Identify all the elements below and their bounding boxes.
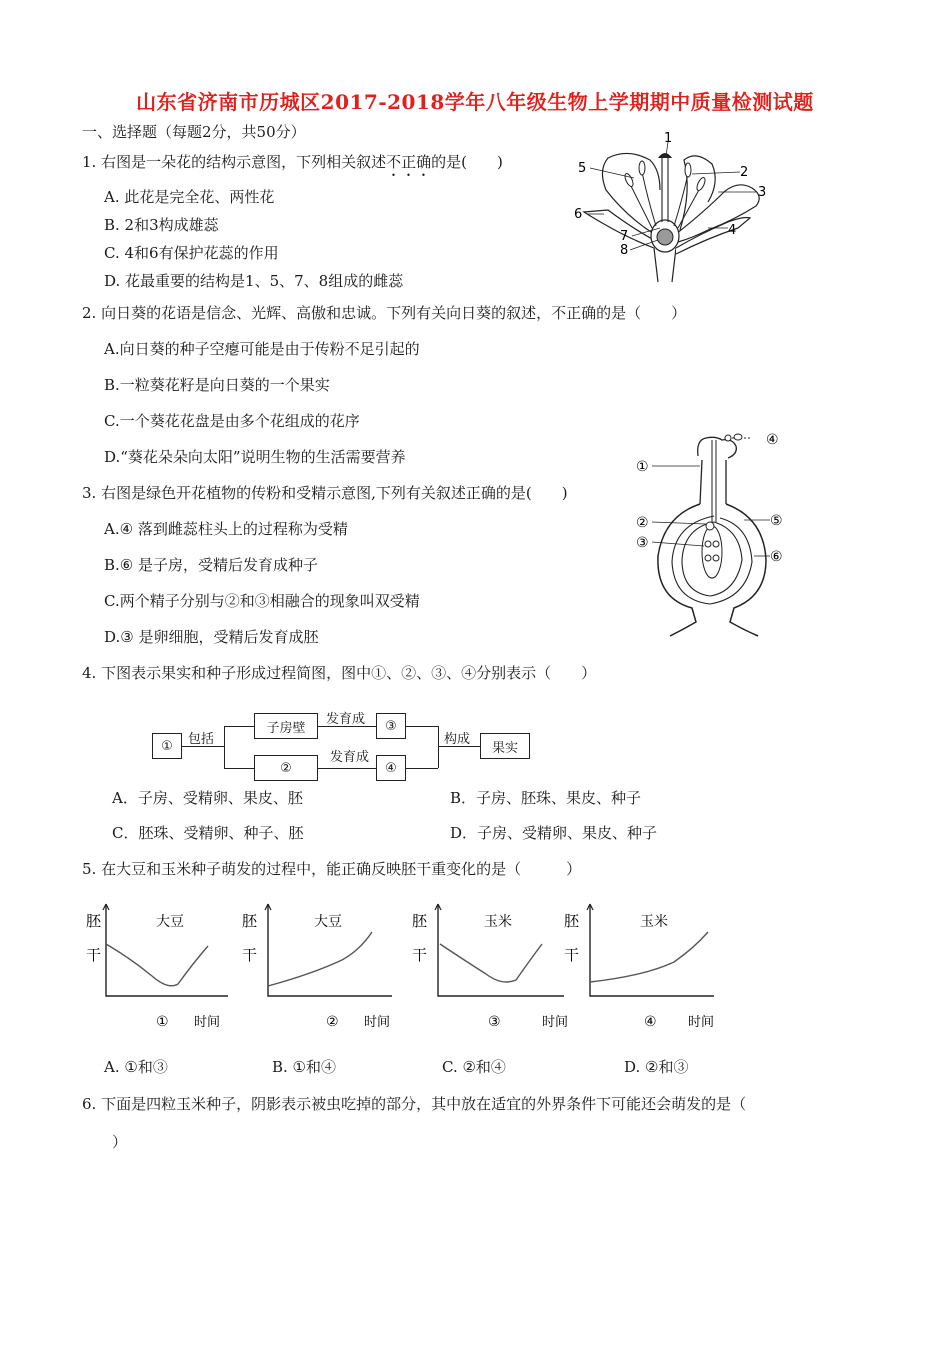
q5-graph-2-xlabel: 时间 (364, 1015, 391, 1030)
flow-box-fruit: 果实 (480, 733, 530, 759)
q5-graph-2 (242, 896, 402, 1030)
flow-box-2: ② (254, 755, 318, 781)
q2-option-a: A.向日葵的种子空瘪可能是由于传粉不足引起的 (104, 340, 420, 358)
pollination-label-3: ③ (636, 535, 649, 551)
pollination-label-5: ⑤ (770, 513, 783, 529)
flower-label-8: 8 (620, 243, 629, 258)
q3-option-d: D.③ 是卵细胞，受精后发育成胚 (104, 628, 319, 646)
pollination-label-6: ⑥ (770, 549, 783, 565)
q3-option-a: A.④ 落到雌蕊柱头上的过程称为受精 (104, 520, 348, 538)
q5-graph-1-crop: 大豆 (156, 914, 184, 930)
q4-option-b: B．子房、胚珠、果皮、种子 (450, 789, 642, 807)
q5-graph-1-xlabel: 时间 (194, 1015, 221, 1030)
q5-graph-1-ylabel-2: 干 (86, 946, 102, 964)
flow-label-form: 构成 (444, 732, 471, 747)
q5-graph-4-ylabel-1: 胚 (564, 912, 580, 930)
q2-option-c: C.一个葵花花盘是由多个花组成的花序 (104, 412, 360, 430)
q5-graph-1-ylabel-1: 胚 (86, 912, 102, 930)
q1-stem-prefix: 1. 右图是一朵花的结构示意图，下列相关叙述 (82, 153, 387, 171)
flow-connector (224, 726, 254, 727)
q6-stem: 6. 下面是四粒玉米种子，阴影表示被虫吃掉的部分，其中放在适宜的外界条件下可能还会萌发的是（ (82, 1095, 747, 1113)
q6-stem-continued: ） (112, 1133, 128, 1151)
flow-connector (438, 726, 439, 768)
flow-label-develop-2: 发育成 (330, 750, 370, 765)
flow-label-include: 包括 (188, 732, 215, 747)
q5-option-d: D. ②和③ (624, 1058, 689, 1076)
flow-box-3: ③ (376, 713, 406, 739)
flower-label-2: 2 (740, 165, 749, 180)
section-heading: 一、选择题（每题2分，共50分） (82, 123, 306, 141)
q5-stem: 5. 在大豆和玉米种子萌发的过程中，能正确反映胚干重变化的是（ ） (82, 860, 582, 878)
flow-box-4: ④ (376, 755, 406, 781)
flow-connector (224, 768, 254, 769)
q5-option-b: B. ①和④ (272, 1058, 337, 1076)
q1-option-a: A. 此花是完全花、两性花 (104, 188, 275, 206)
q5-graph-4-ylabel-2: 干 (564, 946, 580, 964)
q5-graph-2-num: ② (326, 1014, 339, 1030)
flow-box-1: ① (152, 733, 182, 759)
flower-label-5: 5 (578, 161, 587, 176)
flow-connector (406, 726, 438, 727)
q5-graph-3-crop: 玉米 (484, 914, 512, 930)
q5-graph-3-num: ③ (488, 1014, 501, 1030)
q2-stem: 2. 向日葵的花语是信念、光辉、高傲和忠诚。下列有关向日葵的叙述，不正确的是（ ） (82, 304, 687, 322)
q3-option-c: C.两个精子分别与②和③相融合的现象叫双受精 (104, 592, 420, 610)
q2-option-d: D.“葵花朵朵向太阳”说明生物的生活需要营养 (104, 448, 406, 466)
q1-stem (82, 151, 503, 180)
q5-graph-3 (412, 896, 572, 1030)
q5-graph-2-crop: 大豆 (314, 914, 342, 930)
pollination-fertilization-diagram (636, 426, 796, 640)
flower-label-4: 4 (728, 223, 737, 238)
q3-stem: 3. 右图是绿色开花植物的传粉和受精示意图,下列有关叙述正确的是( ) (82, 484, 568, 502)
q3-option-b: B.⑥ 是子房，受精后发育成种子 (104, 556, 319, 574)
q1-stem-emphasis: 不正确 (386, 153, 432, 171)
flower-label-3: 3 (758, 185, 767, 200)
q5-graph-3-xlabel: 时间 (542, 1015, 569, 1030)
flow-connector (224, 726, 225, 768)
q4-option-d: D．子房、受精卵、果皮、种子 (450, 824, 658, 842)
q5-graph-3-ylabel-1: 胚 (412, 912, 428, 930)
q5-graph-4-xlabel: 时间 (688, 1015, 715, 1030)
flow-connector (318, 768, 376, 769)
flower-structure-diagram (568, 130, 768, 290)
q5-graph-4 (564, 896, 734, 1030)
q5-graph-2-ylabel-2: 干 (242, 946, 258, 964)
pollination-label-2: ② (636, 515, 649, 531)
flower-label-7: 7 (620, 229, 629, 244)
q5-graph-2-ylabel-1: 胚 (242, 912, 258, 930)
q4-option-a: A．子房、受精卵、果皮、胚 (112, 789, 303, 807)
flower-label-1: 1 (664, 131, 673, 146)
q2-option-b: B.一粒葵花籽是向日葵的一个果实 (104, 376, 330, 394)
q5-graph-3-ylabel-2: 干 (412, 946, 428, 964)
flower-label-6: 6 (574, 207, 583, 222)
flow-connector (406, 768, 438, 769)
q5-option-c: C. ②和④ (442, 1058, 506, 1076)
q1-option-d: D. 花最重要的结构是1、5、7、8组成的雌蕊 (104, 272, 404, 290)
q1-stem-suffix: 的是( ) (431, 153, 503, 171)
q5-graph-4-num: ④ (644, 1014, 657, 1030)
q4-option-c: C．胚珠、受精卵、种子、胚 (112, 824, 304, 842)
pollination-label-1: ① (636, 459, 649, 475)
flow-box-ovary-wall: 子房壁 (254, 713, 318, 739)
q5-graph-1-num: ① (156, 1014, 169, 1030)
q5-graph-1 (80, 896, 230, 1030)
page-title: 山东省济南市历城区2017-2018学年八年级生物上学期期中质量检测试题 (136, 90, 814, 114)
q1-option-b: B. 2和3构成雄蕊 (104, 216, 219, 234)
q5-graph-4-crop: 玉米 (640, 914, 668, 930)
q5-option-a: A. ①和③ (104, 1058, 168, 1076)
q4-stem: 4. 下图表示果实和种子形成过程简图，图中①、②、③、④分别表示（ ） (82, 664, 597, 682)
pollination-label-4: ④ (766, 432, 779, 448)
flow-label-develop-1: 发育成 (326, 712, 366, 727)
q1-option-c: C. 4和6有保护花蕊的作用 (104, 244, 279, 262)
